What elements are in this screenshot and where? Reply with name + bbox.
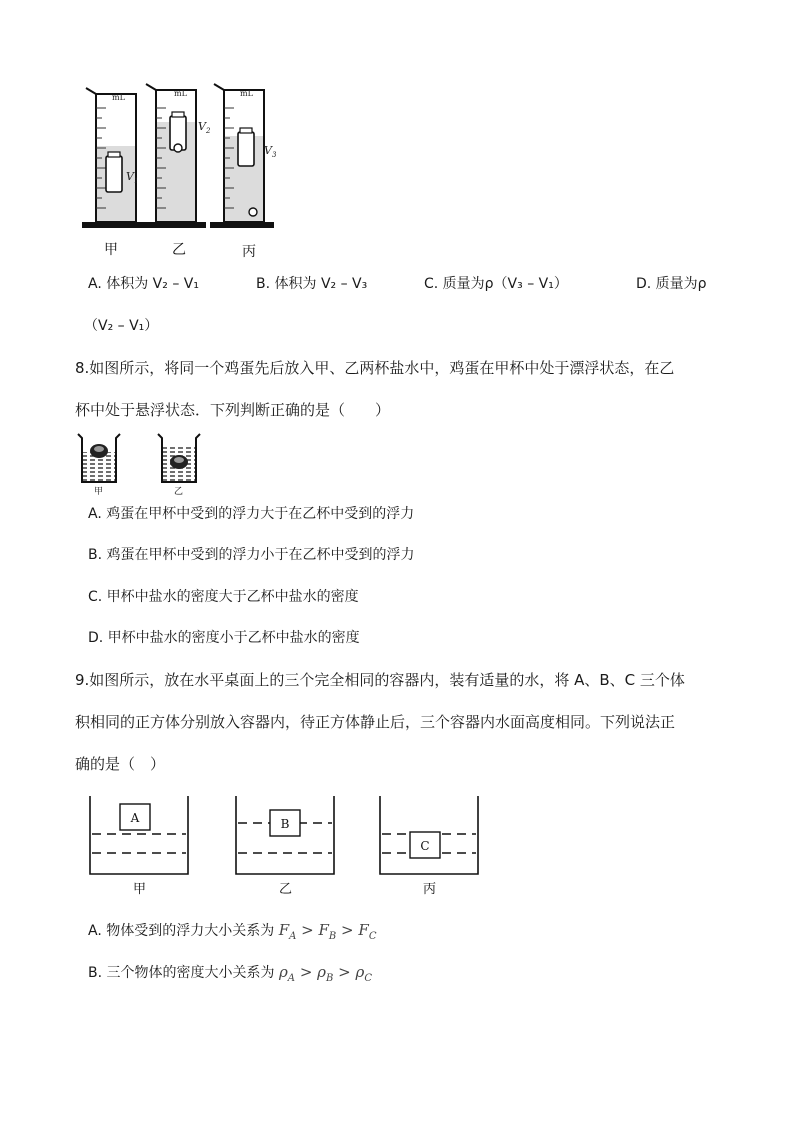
q9-option-b-formula: $\rho_A > \rho_B > \rho_C$ [278,963,372,984]
cylinder-jia [82,88,146,228]
beaker-jia [78,434,120,482]
q9-option-b [88,962,372,989]
q7-option-b: B. 体积为 V₂ – V₃ [256,276,368,292]
q7-option-d: D. 质量为ρ [636,276,707,292]
v2-label: $V_2$ [198,120,211,135]
cylinder-label-yi: 乙 [172,242,186,258]
q9-stem-line1: 9.如图所示，放在水平桌面上的三个完全相同的容器内，装有适量的水，将 A、B、C 三个体 [75,671,685,689]
box-a-label: A [130,811,140,825]
cylinder-label-bing: 丙 [242,244,256,260]
q9-option-a-formula: $F_A > F_B > F_C$ [278,921,377,942]
cylinder-unit-label: mL [174,89,187,98]
container-jia [90,796,188,874]
q7-option-c: C. 质量为ρ（V₃ – V₁） [424,276,568,292]
container-label-yi: 乙 [279,882,293,897]
graduated-cylinders-figure [78,78,288,264]
v1-label: $V_1$ [126,170,139,185]
egg-beakers-figure [74,430,204,496]
q8-stem-line1: 8.如图所示，将同一个鸡蛋先后放入甲、乙两杯盐水中，鸡蛋在甲杯中处于漂浮状态，在乙 [75,359,675,377]
container-bing [380,796,478,874]
q8-option-a: A. 鸡蛋在甲杯中受到的浮力大于在乙杯中受到的浮力 [88,506,415,522]
box-b-label: B [280,817,290,831]
cylinder-unit-label: mL [112,93,125,102]
container-yi [236,796,334,874]
cylinder-unit-label: mL [240,89,253,98]
q9-option-a [88,920,376,947]
cylinder-bing [210,84,277,228]
q7-option-a: A. 体积为 V₂ – V₁ [88,276,199,292]
three-containers-figure [84,790,494,902]
container-label-bing: 丙 [423,882,437,897]
cylinder-label-jia: 甲 [104,242,118,258]
q8-option-b: B. 鸡蛋在甲杯中受到的浮力小于在乙杯中受到的浮力 [88,547,415,563]
cylinder-yi [142,84,211,228]
beaker-yi [158,434,200,482]
q8-option-d: D. 甲杯中盐水的密度小于乙杯中盐水的密度 [88,630,360,646]
q7-option-d-continued: （V₂ – V₁） [84,318,159,334]
q9-stem-line2: 积相同的正方体分别放入容器内，待正方体静止后，三个容器内水面高度相同。下列说法正 [75,713,676,731]
q8-option-c: C. 甲杯中盐水的密度大于乙杯中盐水的密度 [88,589,359,605]
container-label-jia: 甲 [133,882,147,897]
v3-label: $V_3$ [264,144,277,159]
q9-option-b-text: B. 三个物体的密度大小关系为 [88,965,275,981]
box-c-label: C [420,839,430,853]
beaker-label-yi: 乙 [174,487,184,496]
beaker-label-jia: 甲 [94,487,104,496]
q9-option-a-text: A. 物体受到的浮力大小关系为 [88,923,275,939]
q9-stem-line3: 确的是（ ） [75,755,166,773]
q8-stem-line2: 杯中处于悬浮状态．下列判断正确的是（ ） [75,401,391,419]
